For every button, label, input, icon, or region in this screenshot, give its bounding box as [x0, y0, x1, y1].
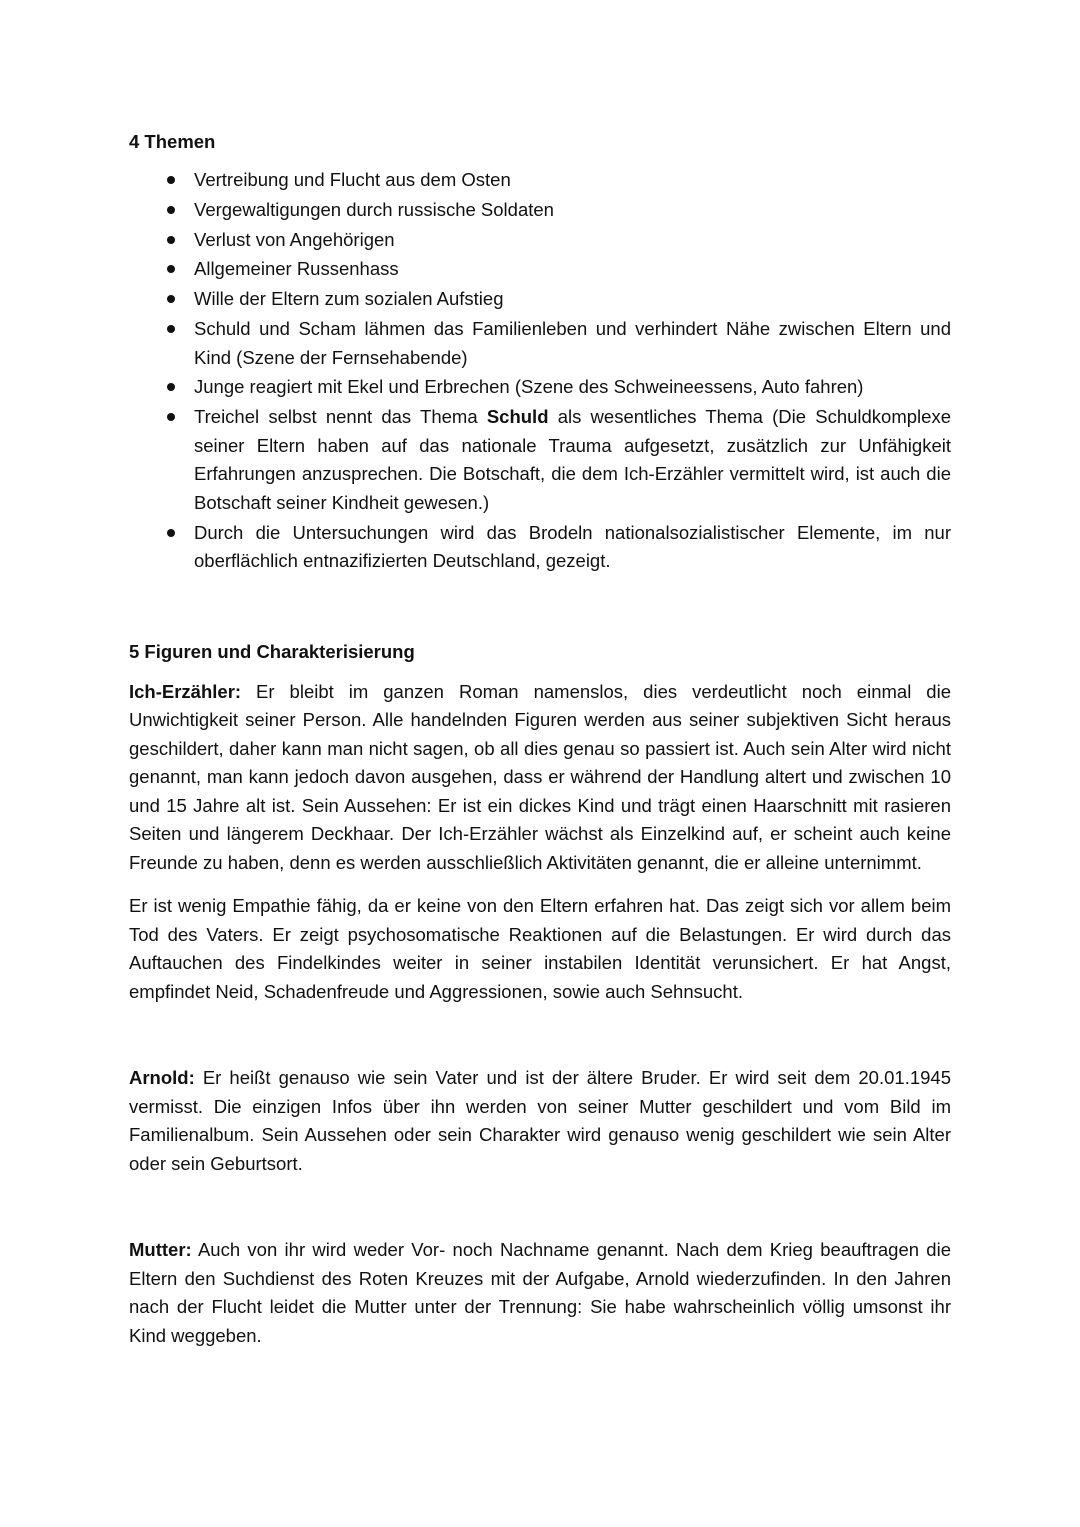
themen-list	[129, 166, 951, 576]
list-item-text: Wille der Eltern zum sozialen Aufstieg	[194, 288, 504, 310]
bullet-icon	[167, 236, 175, 244]
paragraph-text: Er bleibt im ganzen Roman namenslos, dies verdeutlicht noch einmal die Unwichtigkeit seiner Person. Alle handelnden Figuren werden aus seiner subjektiven Sicht heraus geschildert, daher kann man nicht sagen, ob all dies genau so passiert ist. Auch sein Alter wird nicht genannt, man kann jedoch davon ausgehen, dass er während der Handlung altert und zwischen 10 und 15 Jahre alt ist. Sein Aussehen: Er ist ein dickes Kind und trägt einen Haarschnitt mit rasieren Seiten und längerem Deckhaar. Der Ich-Erzähler wächst als Einzelkind auf, er scheint auch keine Freunde zu haben, denn es werden ausschließlich Aktivitäten genannt, die er alleine unternimmt.	[129, 680, 951, 873]
list-item	[129, 373, 951, 402]
list-item	[129, 285, 951, 314]
label-ich-erzaehler: Ich-Erzähler:	[129, 680, 242, 702]
section-figuren	[129, 638, 951, 1351]
bullet-icon	[167, 383, 175, 391]
list-item-text: Vertreibung und Flucht aus dem Osten	[194, 169, 511, 190]
list-item-text: Durch die Untersuchungen wird das Brodeln nationalsozialistischer Elemente, im nur oberflächlich entnazifizierten Deutschland, gezeigt.	[194, 521, 951, 572]
list-item-text: Verlust von Angehörigen	[194, 228, 395, 250]
list-item-text: Junge reagiert mit Ekel und Erbrechen (Szene des Schweineessens, Auto fahren)	[194, 376, 864, 398]
list-item	[129, 166, 951, 195]
list-item	[129, 226, 951, 255]
list-item	[129, 196, 951, 225]
list-item-text: als wesentliches Thema (Die Schuldkomplexe seiner Eltern haben auf das nationale Trauma aufgesetzt, zusätzlich zur Unfähigkeit Erfahrungen anzusprechen. Die Botschaft, die dem Ich-Erzähler vermittelt wird, ist auch die Botschaft seiner Kindheit gewesen.)	[194, 406, 951, 513]
list-item	[129, 315, 951, 372]
section-heading-figuren: 5 Figuren und Charakterisierung	[129, 640, 415, 662]
list-item-text: Schuld und Scham lähmen das Familienleben und verhindert Nähe zwischen Eltern und Kind (Szene der Fernsehabende)	[194, 317, 951, 368]
bullet-icon	[167, 413, 175, 421]
bullet-icon	[167, 295, 175, 303]
bullet-icon	[167, 265, 175, 273]
list-item-text: Vergewaltigungen durch russische Soldaten	[194, 198, 554, 220]
paragraph-text: Auch von ihr wird weder Vor- noch Nachname genannt. Nach dem Krieg beauftragen die Eltern den Suchdienst des Roten Kreuzes mit der Aufgabe, Arnold wiederzufinden. In den Jahren nach der Flucht leidet die Mutter unter der Trennung: Sie habe wahrscheinlich völlig umsonst ihr Kind weggeben.	[129, 1239, 951, 1346]
paragraph-ich-erzaehler	[129, 678, 951, 878]
bullet-icon	[167, 206, 175, 214]
bullet-icon	[167, 325, 175, 333]
list-item	[129, 403, 951, 517]
bullet-icon	[167, 529, 175, 537]
label-arnold: Arnold:	[129, 1067, 195, 1089]
section-heading-themen: 4 Themen	[129, 131, 216, 152]
bullet-icon	[167, 176, 175, 184]
emphasis-schuld: Schuld	[486, 406, 549, 428]
paragraph-mutter	[129, 1236, 951, 1350]
section-themen	[129, 128, 951, 576]
document-page	[129, 128, 951, 1350]
list-item-text: Allgemeiner Russenhass	[194, 258, 399, 280]
list-item	[129, 255, 951, 284]
list-item	[129, 519, 951, 576]
paragraph-arnold	[129, 1064, 951, 1178]
paragraph-ich-erzaehler-2: Er ist wenig Empathie fähig, da er keine von den Eltern erfahren hat. Das zeigt sich vor allem beim Tod des Vaters. Er zeigt psychosomatische Reaktionen auf die Belastungen. Er wird durch das Auftauchen des Findelkindes weiter in seiner instabilen Identität verunsichert. Er hat Angst, empfindet Neid, Schadenfreude und Aggressionen, sowie auch Sehnsucht.	[129, 895, 951, 1002]
list-item-text: Treichel selbst nennt das Thema	[194, 406, 487, 428]
label-mutter: Mutter:	[129, 1239, 192, 1261]
paragraph-text: Er heißt genauso wie sein Vater und ist der ältere Bruder. Er wird seit dem 20.01.1945 vermisst. Die einzigen Infos über ihn werden von seiner Mutter geschildert und vom Bild im Familienalbum. Sein Aussehen oder sein Charakter wird genauso wenig geschildert wie sein Alter oder sein Geburtsort.	[129, 1067, 951, 1174]
